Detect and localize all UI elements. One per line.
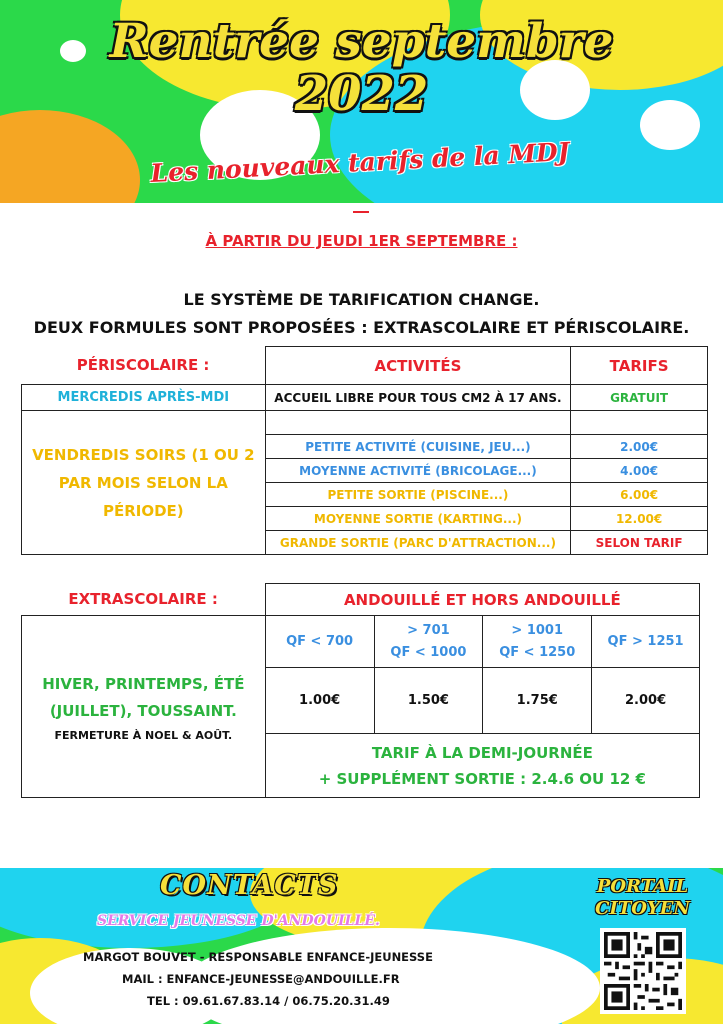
wednesday-label: MERCREDIS APRÈS-MDI xyxy=(22,385,266,411)
column-header-prices: TARIFS xyxy=(571,347,708,385)
half-day-note xyxy=(265,734,699,798)
price-cell: 2.00€ xyxy=(592,668,700,734)
qr-code-graphic xyxy=(604,932,682,1010)
table-row xyxy=(22,385,708,411)
portal-title xyxy=(575,876,710,920)
price-cell: 2.00€ xyxy=(571,435,708,459)
contact-mail: MAIL : ENFANCE-JEUNESSE@ANDOUILLE.FR xyxy=(122,972,400,986)
extrascolaire-table xyxy=(21,583,700,798)
periods-text: HIVER, PRINTEMPS, ÉTÉ (JUILLET), TOUSSAINT. xyxy=(42,675,245,720)
price-cell: 1.00€ xyxy=(265,668,374,734)
divider xyxy=(353,211,369,213)
qf-label: QF < 1250 xyxy=(499,644,576,660)
periscolaire-table xyxy=(21,346,708,555)
start-date-heading: À PARTIR DU JEUDI 1ER SEPTEMBRE : xyxy=(205,232,518,250)
activity-cell: PETITE ACTIVITÉ (CUISINE, JEU...) xyxy=(265,435,571,459)
title-line-2: 2022 xyxy=(294,66,429,122)
activity-cell: PETITE SORTIE (PISCINE...) xyxy=(265,483,571,507)
service-name: SERVICE JEUNESSE D'ANDOUILLÉ. xyxy=(97,913,380,929)
zone-header: ANDOUILLÉ ET HORS ANDOUILLÉ xyxy=(265,584,699,616)
price-cell: 4.00€ xyxy=(571,459,708,483)
wednesday-price: GRATUIT xyxy=(571,385,708,411)
table-row-spacer xyxy=(22,411,708,435)
intro-line-2: DEUX FORMULES SONT PROPOSÉES : EXTRASCOLAIRE ET PÉRISCOLAIRE. xyxy=(33,318,690,337)
title-line-1: Rentrée septembre xyxy=(109,14,614,69)
price-cell: 6.00€ xyxy=(571,483,708,507)
portal-title-line-1: PORTAIL xyxy=(596,876,689,897)
contacts-title: CONTACTS xyxy=(160,870,339,901)
column-header-activities: ACTIVITÉS xyxy=(265,347,571,385)
table-cell-empty xyxy=(571,411,708,435)
price-cell: 12.00€ xyxy=(571,507,708,531)
qf-label: QF > 1251 xyxy=(607,633,684,649)
closure-text: FERMETURE À NOEL & AOÛT. xyxy=(54,729,233,742)
activity-cell: MOYENNE ACTIVITÉ (BRICOLAGE...) xyxy=(265,459,571,483)
activity-cell: GRANDE SORTIE (PARC D'ATTRACTION...) xyxy=(265,531,571,555)
intro-line-1: LE SYSTÈME DE TARIFICATION CHANGE. xyxy=(183,290,540,309)
qf-label: QF < 700 xyxy=(286,633,354,649)
friday-label: VENDREDIS SOIRS (1 OU 2 PAR MOIS SELON LA PÉRIODE) xyxy=(22,411,266,555)
subtitle: Les nouveaux tarifs de la MDJ xyxy=(149,137,571,188)
qf-bracket xyxy=(483,616,592,668)
qf-label: QF < 1000 xyxy=(390,644,467,660)
activity-cell: MOYENNE SORTIE (KARTING...) xyxy=(265,507,571,531)
qf-label: > 1001 xyxy=(511,622,564,638)
qf-bracket xyxy=(374,616,483,668)
wednesday-activity: ACCUEIL LIBRE POUR TOUS CM2 À 17 ANS. xyxy=(265,385,571,411)
contact-person: MARGOT BOUVET - RESPONSABLE ENFANCE-JEUNESSE xyxy=(83,950,433,964)
extrascolaire-heading: EXTRASCOLAIRE : xyxy=(68,590,218,609)
price-cell: SELON TARIF xyxy=(571,531,708,555)
price-cell: 1.50€ xyxy=(374,668,483,734)
table-header-row xyxy=(22,584,700,616)
periscolaire-heading: PÉRISCOLAIRE : xyxy=(76,356,210,375)
table-cell-empty xyxy=(265,411,571,435)
price-cell: 1.75€ xyxy=(483,668,592,734)
table-header-row xyxy=(22,347,708,385)
outing-supplement: + SUPPLÉMENT SORTIE : 2.4.6 OU 12 € xyxy=(318,769,646,788)
half-day-rate: TARIF À LA DEMI-JOURNÉE xyxy=(371,743,593,762)
portal-title-line-2: CITOYEN xyxy=(595,898,690,919)
qf-bracket-row xyxy=(22,616,700,668)
qr-code-icon[interactable] xyxy=(600,928,686,1014)
qf-bracket xyxy=(592,616,700,668)
qf-bracket xyxy=(265,616,374,668)
qf-label: > 701 xyxy=(407,622,450,638)
contact-phone: TEL : 09.61.67.83.14 / 06.75.20.31.49 xyxy=(147,994,390,1008)
periods-cell xyxy=(22,616,266,798)
